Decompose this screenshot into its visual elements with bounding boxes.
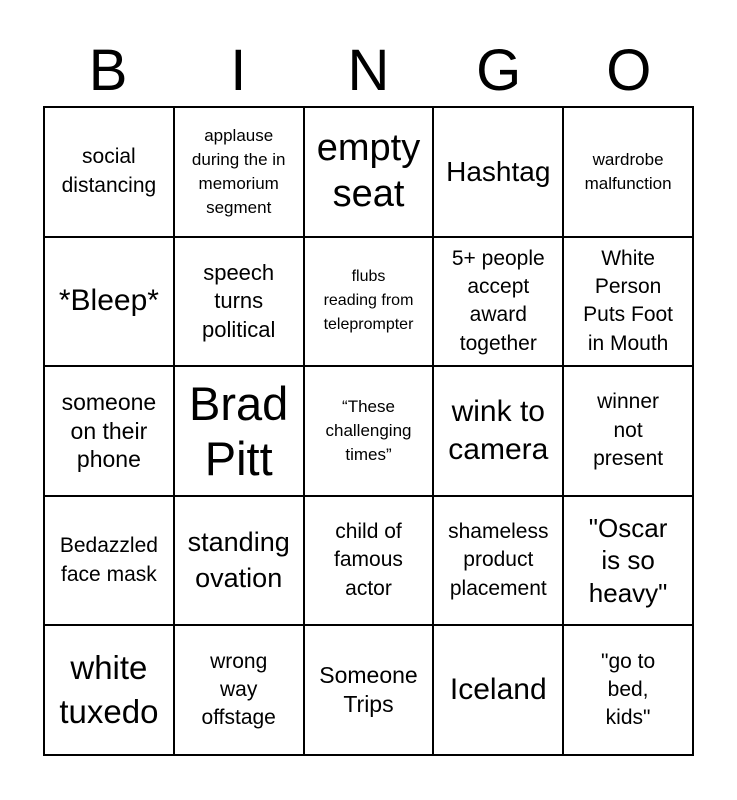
bingo-cell[interactable] — [44, 366, 174, 496]
bingo-cell[interactable] — [44, 496, 174, 626]
bingo-cell[interactable] — [304, 625, 434, 755]
bingo-header — [43, 36, 694, 106]
cell-text: flubs reading from teleprompter — [323, 268, 414, 334]
cell-text: white tuxedo — [59, 648, 159, 731]
cell-text: wardrobe malfunction — [584, 149, 672, 193]
bingo-cell[interactable] — [304, 496, 434, 626]
bingo-cell[interactable] — [433, 237, 563, 367]
bingo-cell[interactable] — [174, 237, 304, 367]
cell-text: applause during the in memorium segment — [191, 125, 286, 217]
header-letter-n: N — [347, 38, 390, 103]
bingo-cell[interactable] — [563, 366, 693, 496]
bingo-cell[interactable] — [44, 107, 174, 237]
header-letter-i: I — [230, 38, 247, 103]
cell-text: social distancing — [61, 145, 157, 197]
bingo-cell[interactable] — [304, 107, 434, 237]
header-letter-b: B — [88, 38, 128, 103]
cell-text: wrong way offstage — [201, 649, 276, 730]
cell-text: child of famous actor — [334, 520, 403, 600]
bingo-cell[interactable] — [174, 625, 304, 755]
cell-text: “These challenging times” — [325, 396, 412, 465]
cell-text: shameless product placement — [448, 520, 549, 600]
cell-text: empty seat — [316, 127, 421, 215]
cell-text: Someone Trips — [319, 662, 418, 718]
header-letter-g: G — [476, 38, 522, 103]
bingo-cell[interactable] — [174, 366, 304, 496]
bingo-cell[interactable] — [563, 625, 693, 755]
cell-text: someone on their phone — [61, 388, 157, 473]
bingo-cell[interactable] — [304, 237, 434, 367]
cell-text: Hashtag — [446, 155, 551, 187]
bingo-grid — [43, 106, 694, 756]
cell-text: Iceland — [449, 673, 547, 707]
cell-text: White Person Puts Foot in Mouth — [583, 246, 674, 355]
bingo-cell[interactable] — [174, 496, 304, 626]
bingo-cell[interactable] — [433, 625, 563, 755]
cell-text: *Bleep* — [58, 284, 159, 318]
cell-text: "Oscar is so heavy" — [588, 512, 668, 608]
cell-text: Bedazzled face mask — [59, 534, 158, 586]
bingo-cell[interactable] — [433, 107, 563, 237]
cell-text: 5+ people accept award together — [451, 246, 545, 355]
bingo-cell[interactable] — [433, 496, 563, 626]
bingo-cell[interactable] — [44, 237, 174, 367]
bingo-cell[interactable] — [563, 107, 693, 237]
bingo-cell[interactable] — [563, 496, 693, 626]
cell-text: speech turns political — [202, 259, 276, 342]
cell-text: Brad Pitt — [189, 376, 289, 485]
bingo-cell[interactable] — [563, 237, 693, 367]
bingo-cell[interactable] — [174, 107, 304, 237]
cell-text: wink to camera — [448, 395, 549, 466]
cell-text: winner not present — [593, 390, 664, 471]
cell-text: standing ovation — [187, 526, 290, 593]
bingo-cell[interactable] — [44, 625, 174, 755]
bingo-cell[interactable] — [304, 366, 434, 496]
cell-text: "go to bed, kids" — [601, 649, 656, 730]
bingo-cell[interactable] — [433, 366, 563, 496]
header-letter-o: O — [606, 38, 652, 103]
